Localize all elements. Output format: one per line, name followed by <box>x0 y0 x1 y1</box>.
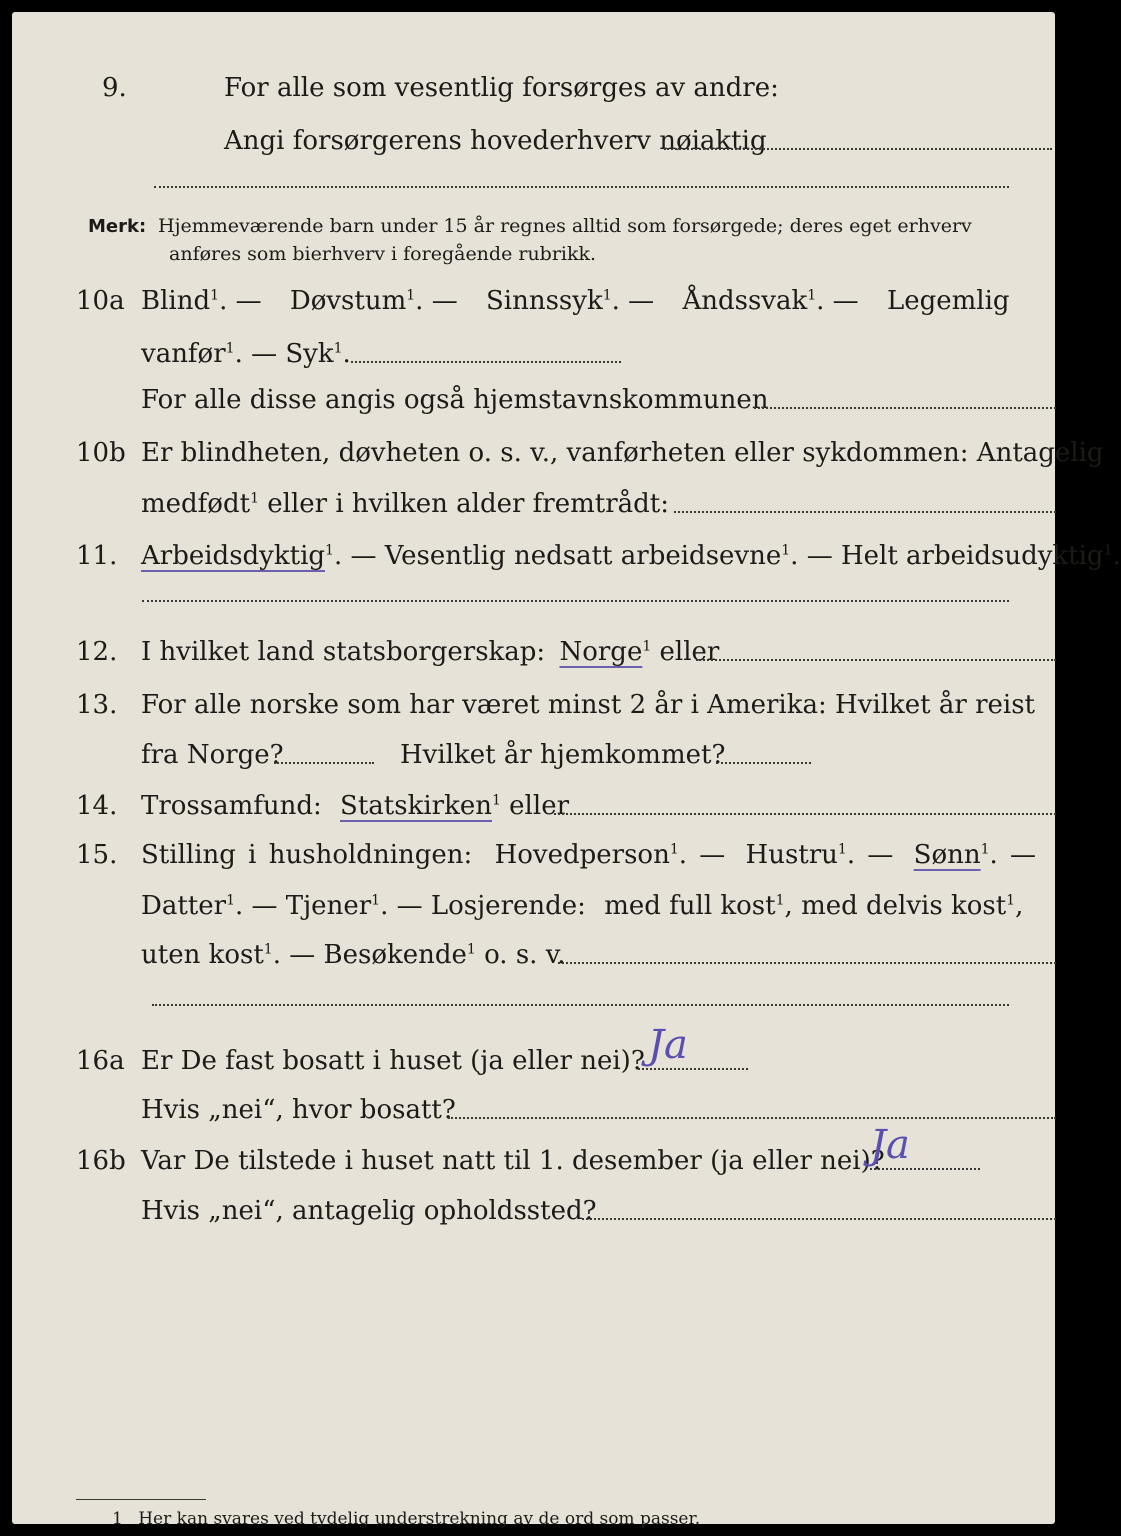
q15-line-3 <box>76 932 1056 978</box>
option-blind: Blind <box>141 286 211 316</box>
q10a-hjemstavn-field[interactable] <box>754 407 1056 409</box>
q10b-number: 10b <box>76 438 126 468</box>
q16b-opholdssted-label: Hvis „nei“, antagelig opholdssted? <box>141 1196 597 1226</box>
q12-eller: eller <box>659 637 720 667</box>
q10b-age-text: eller i hvilken alder fremtrådt: <box>267 489 670 519</box>
option-norge-underlined: Norge <box>559 637 643 667</box>
option-hovedperson: Hovedperson <box>494 840 670 870</box>
q15-extra-field[interactable] <box>152 1004 1009 1006</box>
q10a-line-2 <box>76 331 1056 377</box>
option-uten-kost: uten kost <box>141 940 264 970</box>
q10b-line-1 <box>76 430 1104 476</box>
q14-number: 14. <box>76 791 118 821</box>
q15-osv-field[interactable] <box>558 962 1056 964</box>
q10b-age-field[interactable] <box>674 511 1056 513</box>
q9-provider-label: Angi forsørgerens hovederhverv nøiaktig <box>224 126 767 156</box>
q16a-question: Er De fast bosatt i huset (ja eller nei)? <box>141 1046 645 1076</box>
q14-question: Trossamfund: Statskirken$^1$ eller <box>141 791 570 821</box>
option-dovstum: Døvstum <box>289 286 407 316</box>
q9-question: For alle som vesentlig forsørges av andre: <box>224 73 779 103</box>
q9-provider-field[interactable] <box>664 148 1052 150</box>
q11-line-1 <box>76 533 1121 579</box>
q11-extra-field[interactable] <box>142 600 1009 602</box>
q9-line-1 <box>92 65 1052 111</box>
q15-line-2 <box>76 883 1056 929</box>
q14-trossamfund-field[interactable] <box>554 813 1056 815</box>
merk-note <box>88 212 972 265</box>
q15-options-3: uten kost$^1$. — Besøkende$^1$ o. s. v. <box>141 940 566 970</box>
q13-number: 13. <box>76 690 118 720</box>
q16b-opholdssted-field[interactable] <box>582 1218 1056 1220</box>
footnote <box>112 1509 700 1529</box>
merk-line-1: Hjemmeværende barn under 15 år regnes alltid som forsørgede; deres eget erhverv <box>158 215 972 237</box>
q16b-number: 16b <box>76 1146 126 1176</box>
q13-fra-norge-field[interactable] <box>274 762 374 764</box>
option-besokende: Besøkende <box>323 940 467 970</box>
option-full-kost: med full kost <box>604 891 776 921</box>
option-medfodt: medfødt <box>141 489 251 519</box>
q15-line-1 <box>76 832 1056 878</box>
q10a-options-1: Blind$^1$. — Døvstum$^1$. — Sinnssyk$^1$. — Åndssvak$^1$. — Legemlig <box>141 286 1010 316</box>
q15-number: 15. <box>76 840 118 870</box>
q15-label: Stilling i husholdningen: <box>141 840 473 870</box>
q13-line-1 <box>76 682 1056 728</box>
q12-question: I hvilket land statsborgerskap: Norge$^1$ eller <box>141 637 720 667</box>
footnote-rule <box>76 1499 206 1500</box>
option-andssvak: Åndssvak <box>682 286 808 316</box>
merk-label: Merk: <box>88 216 147 237</box>
q15-osv: o. s. v. <box>484 940 566 970</box>
option-nedsatt: Vesentlig nedsatt arbeidsevne <box>384 541 782 571</box>
q15-options-2: Datter$^1$. — Tjener$^1$. — Losjerende: med full kost$^1$, med delvis kost$^1$, <box>141 891 1024 921</box>
q16a-answer-field[interactable] <box>638 1068 748 1070</box>
q16a-number: 16a <box>76 1046 125 1076</box>
option-delvis-kost: med delvis kost <box>801 891 1007 921</box>
q16a-handwritten-answer: Ja <box>648 1022 688 1068</box>
q13-hjemkommet-field[interactable] <box>716 762 811 764</box>
q10a-syk-field[interactable] <box>351 361 621 363</box>
q16a-bosatt-label: Hvis „nei“, hvor bosatt? <box>141 1095 456 1125</box>
q14-line-1 <box>76 783 1056 829</box>
option-vanfor: vanfør <box>141 339 226 369</box>
q11-options: Arbeidsdyktig$^1$. — Vesentlig nedsatt arbeidsevne$^1$. — Helt arbeidsudyktig$^1$. <box>141 541 1121 571</box>
q16a-line-1 <box>76 1038 1056 1084</box>
footnote-text: Her kan svares ved tydelig understrekning av de ord som passer. <box>138 1509 701 1529</box>
option-syk: Syk <box>285 339 334 369</box>
option-udyktig: Helt arbeidsudyktig <box>840 541 1104 571</box>
q15-options-1: Stilling i husholdningen: Hovedperson$^1$. — Hustru$^1$. — Sønn$^1$. — <box>141 840 1037 870</box>
option-legemlig: Legemlig <box>886 286 1010 316</box>
q9-extra-field[interactable] <box>154 186 1009 188</box>
q10a-line-1 <box>76 278 1056 324</box>
q10a-options-2: vanfør$^1$. — Syk$^1$. <box>141 339 351 369</box>
option-sonn-underlined: Sønn <box>913 840 981 870</box>
q16a-bosatt-field[interactable] <box>448 1117 1056 1119</box>
option-sinnssyk: Sinnssyk <box>485 286 603 316</box>
q16b-answer-field[interactable] <box>870 1168 980 1170</box>
q16b-question: Var De tilstede i huset natt til 1. desember (ja eller nei)? <box>141 1146 885 1176</box>
q10b-question: Er blindheten, døvheten o. s. v., vanførheten eller sykdommen: Antagelig <box>141 438 1104 468</box>
q9-number: 9. <box>102 73 127 103</box>
q10a-number: 10a <box>76 286 125 316</box>
q16b-handwritten-answer: Ja <box>870 1122 910 1168</box>
q11-number: 11. <box>76 541 118 571</box>
q13-fra-norge-label: fra Norge? <box>141 740 284 770</box>
q10a-hjemstavn-label: For alle disse angis også hjemstavnskommunen <box>141 385 769 415</box>
q13-line-2 <box>76 732 1056 778</box>
q12-line-1 <box>76 629 1056 675</box>
q12-country-field[interactable] <box>696 659 1056 661</box>
option-tjener: Tjener <box>285 891 372 921</box>
q14-eller: eller <box>509 791 570 821</box>
q13-question: For alle norske som har været minst 2 år i Amerika: Hvilket år reist <box>141 690 1035 720</box>
q12-number: 12. <box>76 637 118 667</box>
q12-label: I hvilket land statsborgerskap: <box>141 637 546 667</box>
q10b-line-2 <box>76 481 1056 527</box>
q10a-line-3 <box>76 377 1056 423</box>
merk-line-2: anføres som bierhverv i foregående rubrikk. <box>169 243 597 265</box>
form-sheet <box>12 12 1121 1529</box>
q9-line-2 <box>92 118 1052 164</box>
q14-label: Trossamfund: <box>141 791 322 821</box>
q13-hjemkommet-label: Hvilket år hjemkommet? <box>400 740 726 770</box>
option-statskirken-underlined: Statskirken <box>340 791 492 821</box>
option-hustru: Hustru <box>745 840 838 870</box>
option-losjerende: Losjerende: <box>430 891 586 921</box>
q16b-line-2 <box>76 1188 1056 1234</box>
footnote-mark: 1 <box>112 1509 123 1529</box>
q10b-age-label: medfødt$^1$ eller i hvilken alder fremtrådt: <box>141 489 670 519</box>
option-arbeidsdyktig-underlined: Arbeidsdyktig <box>141 541 326 571</box>
option-datter: Datter <box>141 891 227 921</box>
